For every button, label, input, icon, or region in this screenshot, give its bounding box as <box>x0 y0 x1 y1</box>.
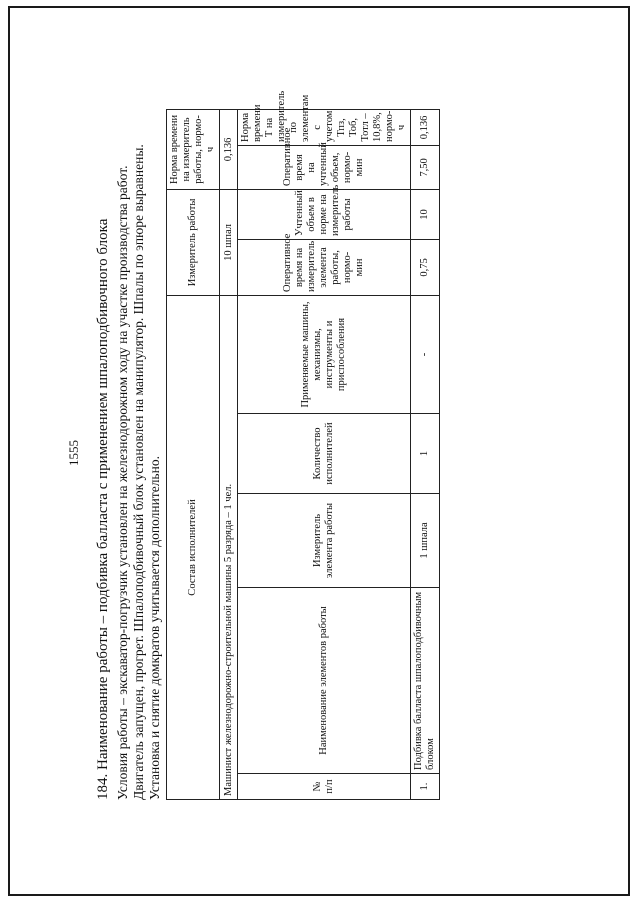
col-header-volume: Учтенный объем в норме на измеритель работы <box>238 189 411 239</box>
col-header-machines: Применяемые машины, механизмы, инструменты и приспособления <box>238 295 411 413</box>
col-header-op-volume: Оперативное время на учтенный объем, нормо-мин <box>238 145 411 189</box>
conditions-line-1: Условия работы – экскаватор-погрузчик установлен на железнодорожном ходу на участке производства работ. <box>115 165 130 800</box>
conditions-line-3: Установка и снятие домкратов учитывается дополнительно. <box>147 456 162 800</box>
row-num: 1. <box>411 774 440 800</box>
col-header-name: Наименование элементов работы <box>238 588 411 774</box>
table-row <box>411 109 440 799</box>
staff-header: Состав исполнителей <box>167 295 220 799</box>
norm-value: 0,136 <box>220 109 238 189</box>
col-header-op-time: Оперативное время на измеритель элемента работы, нормо-мин <box>238 239 411 295</box>
row-machines: - <box>411 295 440 413</box>
row-workers: 1 <box>411 414 440 494</box>
norm-table <box>166 90 440 800</box>
page-number: 1555 <box>66 440 81 466</box>
col-header-norm: Норма времени Т на измеритель по элементам с учетом Тпз, Тоб, Тотл – 10,8%, нормо-ч <box>238 109 411 145</box>
row-volume: 10 <box>411 189 440 239</box>
norm-header: Норма времени на измеритель работы, нормо-ч <box>167 109 220 189</box>
section-heading: 184. Наименование работы – подбивка балласта с применением шпалоподбивочного блока <box>95 218 111 800</box>
row-unit: 1 шпала <box>411 494 440 588</box>
col-header-num: № п/п <box>238 774 411 800</box>
col-header-unit: Измеритель элемента работы <box>238 494 411 588</box>
meter-header: Измеритель работы <box>167 189 220 295</box>
col-header-workers: Количество исполнителей <box>238 414 411 494</box>
row-op-time: 0,75 <box>411 239 440 295</box>
row-norm: 0,136 <box>411 109 440 145</box>
rotated-content <box>95 90 455 800</box>
row-name: Подбивка балласта шпалоподбивочным блоком <box>411 588 440 774</box>
staff-value: Машинист железнодорожно-строительной машины 5 разряда – 1 чел. <box>220 295 238 799</box>
conditions-line-2: Двигатель запущен, прогрет. Шпалоподбивочный блок установлен на манипулятор. Шпалы по эпюре выравнены. <box>131 144 146 800</box>
row-op-volume: 7,50 <box>411 145 440 189</box>
meter-value: 10 шпал <box>220 189 238 295</box>
